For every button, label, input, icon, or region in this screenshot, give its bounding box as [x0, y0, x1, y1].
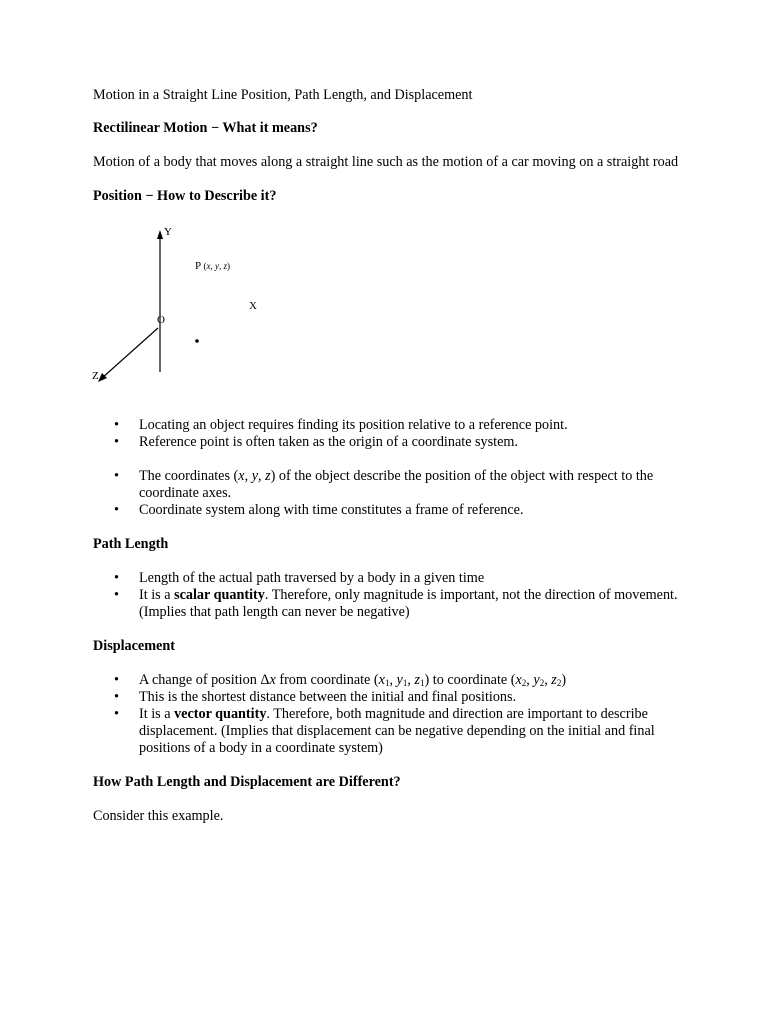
heading-difference: How Path Length and Displacement are Different?	[93, 774, 401, 790]
z-axis-label: Z	[92, 370, 99, 382]
list-item: • This is the shortest distance between the initial and final positions.	[93, 689, 683, 706]
example-text: Consider this example.	[93, 808, 224, 824]
list-item-coordinates: • The coordinates (x, y, z) of the object describe the position of the object with respect to the coordinate axes.	[93, 468, 683, 502]
heading-rectilinear-motion: Rectilinear Motion − What it means?	[93, 120, 318, 136]
position-bullets-2	[93, 468, 683, 519]
list-item: • Length of the actual path traversed by a body in a given time	[93, 570, 683, 587]
heading-path-length: Path Length	[93, 536, 169, 552]
list-item: • Coordinate system along with time constitutes a frame of reference.	[93, 502, 683, 519]
rectilinear-description: Motion of a body that moves along a straight line such as the motion of a car moving on a straight road	[93, 154, 679, 170]
list-item-scalar: • It is a scalar quantity. Therefore, only magnitude is important, not the direction of movement. (Implies that path length can never be negative)	[93, 587, 683, 621]
y-axis-label: Y	[164, 226, 172, 238]
displacement-bullets	[93, 672, 683, 757]
point-p-label: P (x, y, z)	[195, 260, 230, 272]
position-bullets-1	[93, 417, 683, 451]
heading-displacement: Displacement	[93, 638, 175, 654]
document-title: Motion in a Straight Line Position, Path Length, and Displacement	[93, 87, 473, 103]
list-item-change-of-position: • A change of position Δx from coordinate ($x_1$, $y_1$, $z_1$) to coordinate ($x_2$, $y_2$, $z_2$)	[93, 672, 683, 689]
list-item-vector: • It is a vector quantity. Therefore, both magnitude and direction are important to describe displacement. (Implies that displacement can be negative depending on the initial and final positions of a body in a coordinate system)	[93, 706, 683, 757]
x-axis-label: X	[249, 300, 257, 312]
z-axis-extension	[91, 320, 171, 380]
document-page	[93, 87, 683, 842]
point-p-marker	[195, 339, 199, 343]
y-axis-arrow	[157, 230, 163, 239]
path-length-bullets	[93, 570, 683, 621]
list-item: • Locating an object requires finding its position relative to a reference point.	[93, 417, 683, 434]
z-axis-segment	[102, 328, 158, 378]
heading-position: Position − How to Describe it?	[93, 188, 277, 204]
origin-label: O	[157, 314, 165, 326]
list-item: • Reference point is often taken as the origin of a coordinate system.	[93, 434, 683, 451]
